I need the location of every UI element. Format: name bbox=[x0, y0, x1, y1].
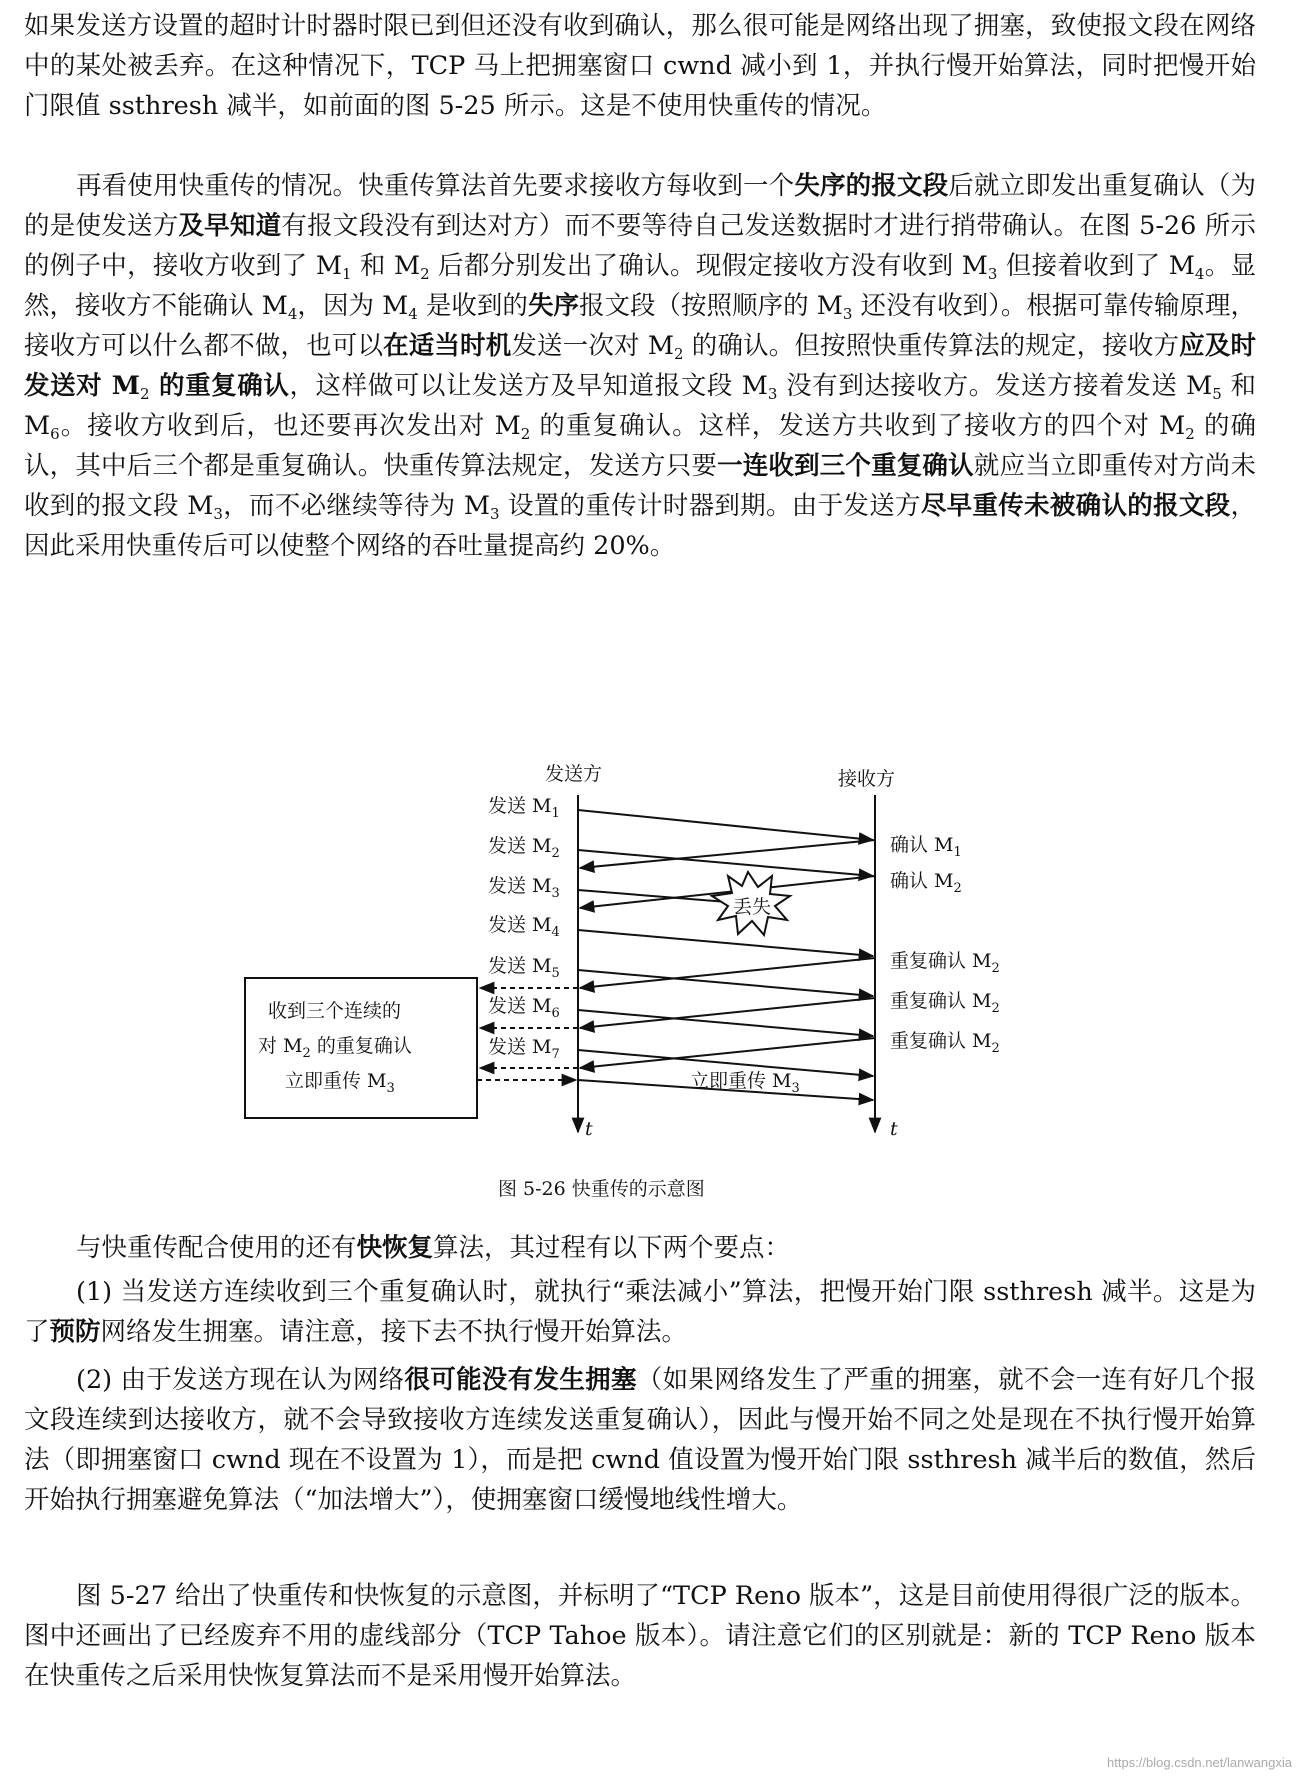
ack-label-m2: 确认 $M_2$ bbox=[890, 870, 962, 896]
segment-m1-arrow bbox=[578, 810, 873, 840]
segment-m4-arrow bbox=[578, 930, 873, 956]
watermark: https://blog.csdn.net/lanwangxia bbox=[1106, 1755, 1292, 1770]
dup-ack-label-1: 重复确认 $M_2$ bbox=[890, 950, 1000, 976]
figure-caption: 图 5-26 快重传的示意图 bbox=[498, 1178, 705, 1200]
retransmit-label: 立即重传 $M_3$ bbox=[690, 1070, 800, 1096]
dup-ack-label-3: 重复确认 $M_2$ bbox=[890, 1030, 1000, 1056]
box-line-3: 立即重传 $M_3$ bbox=[285, 1070, 395, 1096]
send-label-m4: 发送 $M_4$ bbox=[488, 914, 560, 940]
send-label-m1: 发送 $M_1$ bbox=[488, 795, 560, 821]
send-label-m5: 发送 $M_5$ bbox=[488, 955, 560, 981]
box-line-2: 对 $M_2$ 的重复确认 bbox=[258, 1035, 412, 1061]
paragraph-6: 图 5-27 给出了快重传和快恢复的示意图，并标明了“TCP Reno 版本”，这是目前使用得很广泛的版本。图中还画出了已经废弃不用的虚线部分（TCP Tahoe 版本）。请注意它们的区别就是：新的 TCP Reno 版本在快重传之后采用快恢复算法而不是采用慢开始算法。 bbox=[24, 1581, 1256, 1691]
dup-ack-label-2: 重复确认 $M_2$ bbox=[890, 990, 1000, 1016]
send-label-m7: 发送 $M_7$ bbox=[488, 1036, 560, 1062]
receiver-title: 接收方 bbox=[838, 768, 896, 790]
paragraph-1: 如果发送方设置的超时计时器时限已到但还没有收到确认，那么很可能是网络出现了拥塞，致使报文段在网络中的某处被丢弃。在这种情况下，TCP 马上把拥塞窗口 cwnd 减小到 1，并执行慢开始算法，同时把慢开始门限值 ssthresh 减半，如前面的图 5-25 所示。这是不使用快重传的情况。 bbox=[24, 11, 1256, 121]
sender-title: 发送方 bbox=[545, 763, 603, 785]
ack-label-m1: 确认 $M_1$ bbox=[890, 834, 962, 860]
paragraph-5: (2) 由于发送方现在认为网络很可能没有发生拥塞（如果网络发生了严重的拥塞，就不会一连有好几个报文段连续到达接收方，就不会导致接收方连续发送重复确认），因此与慢开始不同之处是现在不执行慢开始算法（即拥塞窗口 cwnd 现在不设置为 1），而是把 cwnd 值设置为慢开始门限 ssthresh 减半后的数值，然后开始执行拥塞避免算法（“加法增大”），使拥塞窗口缓慢地线性增大。 bbox=[24, 1365, 1256, 1515]
paragraph-4: (1) 当发送方连续收到三个重复确认时，就执行“乘法减小”算法，把慢开始门限 ssthresh 减半。这是为了预防网络发生拥塞。请注意，接下去不执行慢开始算法。 bbox=[24, 1277, 1256, 1347]
box-line-1: 收到三个连续的 bbox=[268, 1000, 402, 1022]
paragraph-3: 与快重传配合使用的还有快恢复算法，其过程有以下两个要点： bbox=[76, 1233, 791, 1263]
send-label-m3: 发送 $M_3$ bbox=[488, 875, 560, 901]
lost-label: 丢失 bbox=[733, 896, 772, 918]
send-label-m6: 发送 $M_6$ bbox=[488, 995, 560, 1021]
paragraph-2: 再看使用快重传的情况。快重传算法首先要求接收方每收到一个失序的报文段后就立即发出重复确认（为的是使发送方及早知道有报文段没有到达对方）而不要等待自己发送数据时才进行捎带确认。在图 5-26 所示的例子中，接收方收到了 $M_1$ 和 $M_2$ 后都分别发出了确认。现假定接收方没有收到 $M_3$ 但接着收到了 $M_4$。显然，接收方不能确认 $M_4$，因为 $M_4$ 是收到的失序报文段（按照顺序的 $M_3$ 还没有收到）。根据可靠传输原理，接收方可以什么都不做，也可以在适当时机发送一次对 $M_2$ 的确认。但按照快重传算法的规定，接收方应及时发送对 $M_2$ 的重复确认，这样做可以让发送方及早知道报文段 $M_3$ 没有到达接收方。发送方接着发送 $M_5$ 和 $M_6$。接收方收到后，也还要再次发出对 $M_2$ 的重复确认。这样，发送方共收到了接收方的四个对 $M_2$ 的确认，其中后三个都是重复确认。快重传算法规定，发送方只要一连收到三个重复确认就应当立即重传对方尚未收到的报文段 $M_3$，而不必继续等待为 $M_3$ 设置的重传计时器到期。由于发送方尽早重传未被确认的报文段，因此采用快重传后可以使整个网络的吞吐量提高约 20%。 bbox=[24, 171, 1257, 561]
send-label-m2: 发送 $M_2$ bbox=[488, 835, 560, 861]
receiver-time-label: t bbox=[890, 1118, 898, 1140]
fast-retransmit-diagram bbox=[0, 750, 1302, 1220]
sender-time-label: t bbox=[585, 1118, 593, 1140]
